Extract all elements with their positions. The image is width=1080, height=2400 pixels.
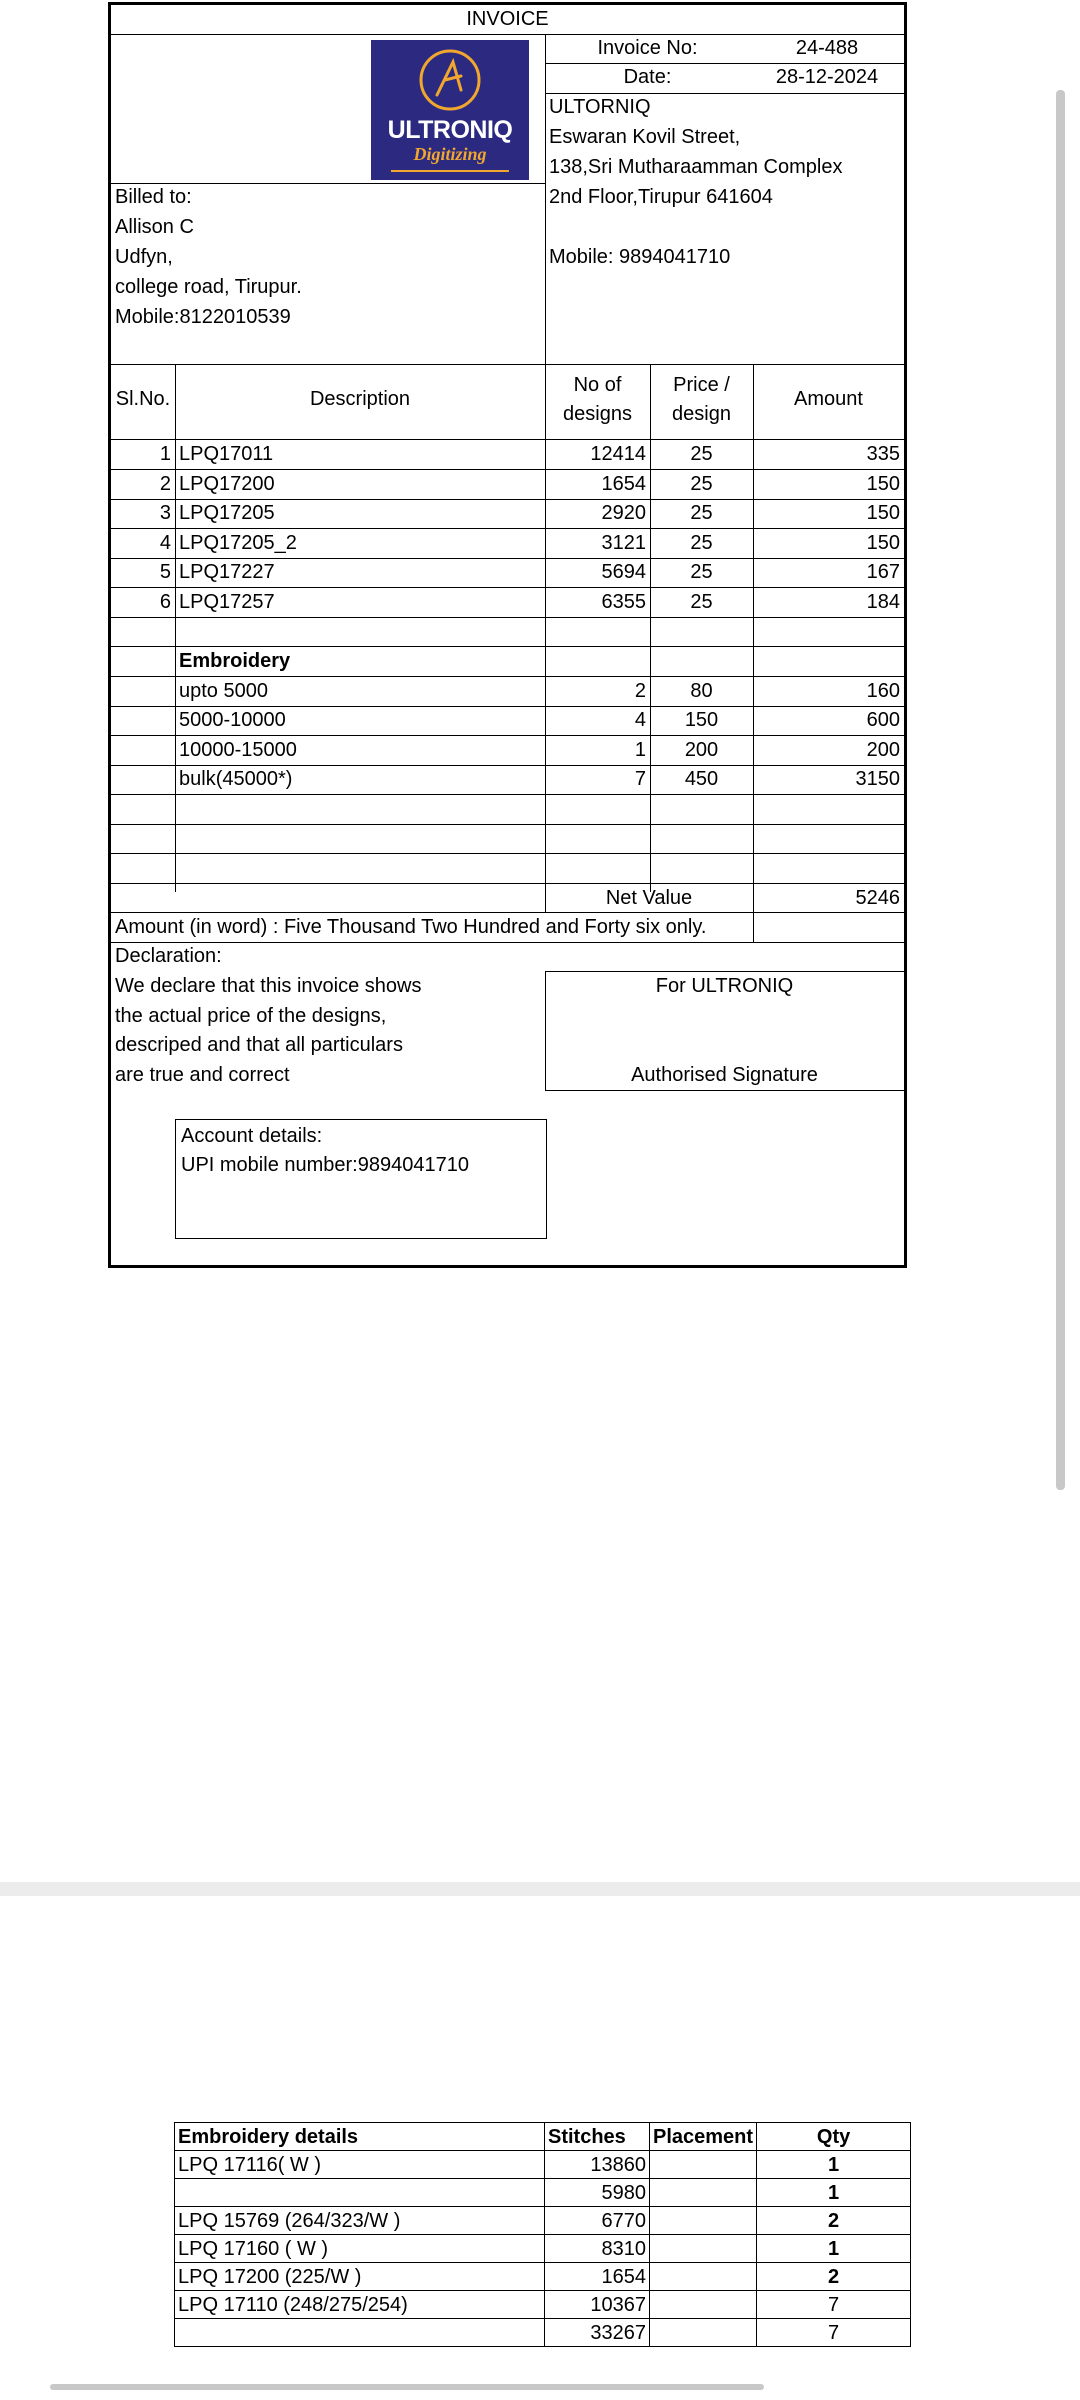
- buyer-mobile: Mobile:8122010539: [115, 306, 291, 328]
- col-no-of: No of: [573, 374, 622, 396]
- item-amount: 167: [866, 561, 900, 583]
- detail-name: LPQ 17116( W ): [175, 2151, 545, 2179]
- item-sl: 4: [159, 532, 171, 554]
- item-qty: 2920: [601, 502, 646, 524]
- item-price: 25: [690, 473, 713, 495]
- date-label: Date:: [623, 66, 672, 88]
- item-desc: LPQ17200: [179, 473, 275, 495]
- embroidery-amount: 600: [866, 709, 900, 731]
- table-total-row: [175, 2319, 911, 2347]
- embroidery-qty: 2: [634, 680, 646, 702]
- declaration-label: Declaration:: [115, 945, 222, 967]
- detail-placement: [650, 2235, 757, 2263]
- detail-name: LPQ 17110 (248/275/254): [175, 2291, 545, 2319]
- item-qty: 3121: [601, 532, 646, 554]
- item-desc: LPQ17227: [179, 561, 275, 583]
- embroidery-desc: upto 5000: [179, 680, 268, 702]
- billed-to-label: Billed to:: [115, 186, 192, 208]
- buyer-address: college road, Tirupur.: [115, 276, 302, 298]
- item-price: 25: [690, 591, 713, 613]
- detail-qty: 1: [757, 2179, 911, 2207]
- detail-qty: 2: [757, 2207, 911, 2235]
- detail-name: [175, 2179, 545, 2207]
- detail-qty: 1: [757, 2235, 911, 2263]
- detail-qty: 1: [757, 2151, 911, 2179]
- item-sl: 1: [159, 443, 171, 465]
- col-slno: Sl.No.: [115, 388, 171, 410]
- detail-name: LPQ 15769 (264/323/W ): [175, 2207, 545, 2235]
- item-sl: 5: [159, 561, 171, 583]
- detail-stitches: 13860: [545, 2151, 650, 2179]
- declaration-line-4: are true and correct: [115, 1064, 290, 1086]
- detail-name: LPQ 17160 ( W ): [175, 2235, 545, 2263]
- detail-name: LPQ 17200 (225/W ): [175, 2263, 545, 2291]
- embroidery-amount: 160: [866, 680, 900, 702]
- seller-name: ULTORNIQ: [549, 96, 651, 118]
- horizontal-scrollbar[interactable]: [50, 2384, 764, 2390]
- embroidery-heading: Embroidery: [179, 650, 291, 672]
- embroidery-amount: 3150: [855, 768, 900, 790]
- for-company: For ULTRONIQ: [655, 975, 794, 997]
- item-desc: LPQ17257: [179, 591, 275, 613]
- detail-qty: 2: [757, 2263, 911, 2291]
- detail-name: [175, 2319, 545, 2347]
- page-break: [0, 1882, 1080, 1896]
- item-qty: 1654: [601, 473, 646, 495]
- table-row: [175, 2291, 911, 2319]
- item-price: 25: [690, 443, 713, 465]
- net-value: 5246: [855, 887, 900, 909]
- item-price: 25: [690, 532, 713, 554]
- table-row: [175, 2179, 911, 2207]
- detail-placement: [650, 2319, 757, 2347]
- invoice-no-label: Invoice No:: [597, 37, 698, 59]
- detail-qty: 7: [757, 2291, 911, 2319]
- item-amount: 335: [866, 443, 900, 465]
- logo-wordmark: ULTRONIQ: [387, 116, 513, 144]
- vertical-scrollbar[interactable]: [1056, 90, 1065, 1490]
- item-desc: LPQ17205_2: [179, 532, 297, 554]
- item-desc: LPQ17011: [179, 443, 274, 465]
- item-qty: 5694: [601, 561, 646, 583]
- embroidery-details-table: [174, 2122, 911, 2347]
- embroidery-desc: 5000-10000: [179, 709, 286, 731]
- detail-placement: [650, 2207, 757, 2235]
- embroidery-desc: 10000-15000: [179, 739, 297, 761]
- embroidery-qty: 1: [634, 739, 646, 761]
- company-logo: [371, 40, 529, 180]
- header-stitches: Stitches: [545, 2123, 650, 2151]
- seller-address-2: 138,Sri Mutharaamman Complex: [549, 156, 843, 178]
- detail-qty-total: 7: [757, 2319, 911, 2347]
- embroidery-price: 200: [684, 739, 719, 761]
- item-sl: 2: [159, 473, 171, 495]
- item-amount: 150: [866, 532, 900, 554]
- net-value-label: Net Value: [605, 887, 693, 909]
- embroidery-desc: bulk(45000*): [179, 768, 293, 790]
- table-row: [175, 2235, 911, 2263]
- detail-placement: [650, 2263, 757, 2291]
- table-row: [175, 2207, 911, 2235]
- header-qty: Qty: [757, 2123, 911, 2151]
- item-sl: 6: [159, 591, 171, 613]
- authorised-signature: Authorised Signature: [631, 1064, 818, 1086]
- item-amount: 150: [866, 473, 900, 495]
- invoice-sheet: [108, 2, 907, 1268]
- declaration-line-1: We declare that this invoice shows: [115, 975, 422, 997]
- detail-placement: [650, 2179, 757, 2207]
- seller-mobile: Mobile: 9894041710: [549, 246, 731, 268]
- table-header-row: [175, 2123, 911, 2151]
- col-designs: designs: [563, 403, 632, 425]
- detail-placement: [650, 2151, 757, 2179]
- item-qty: 12414: [590, 443, 646, 465]
- invoice-no-value: 24-488: [795, 37, 859, 59]
- item-desc: LPQ17205: [179, 502, 275, 524]
- col-per-design: design: [672, 403, 731, 425]
- detail-stitches-total: 33267: [545, 2319, 650, 2347]
- item-price: 25: [690, 502, 713, 524]
- table-row: [175, 2263, 911, 2291]
- detail-stitches: 5980: [545, 2179, 650, 2207]
- buyer-company: Udfyn,: [115, 246, 173, 268]
- item-qty: 6355: [601, 591, 646, 613]
- embroidery-qty: 4: [634, 709, 646, 731]
- detail-stitches: 10367: [545, 2291, 650, 2319]
- amount-in-words: Amount (in word) : Five Thousand Two Hundred and Forty six only.: [115, 916, 707, 938]
- account-upi: UPI mobile number:9894041710: [181, 1154, 469, 1176]
- item-amount: 150: [866, 502, 900, 524]
- embroidery-amount: 200: [866, 739, 900, 761]
- seller-address-3: 2nd Floor,Tirupur 641604: [549, 186, 773, 208]
- declaration-line-2: the actual price of the designs,: [115, 1005, 387, 1027]
- detail-stitches: 6770: [545, 2207, 650, 2235]
- header-embroidery-details: Embroidery details: [175, 2123, 545, 2151]
- date-value: 28-12-2024: [775, 66, 879, 88]
- col-price: Price /: [673, 374, 730, 396]
- col-amount: Amount: [794, 388, 863, 410]
- declaration-line-3: descriped and that all particulars: [115, 1034, 403, 1056]
- embroidery-price: 80: [690, 680, 713, 702]
- detail-stitches: 8310: [545, 2235, 650, 2263]
- buyer-name: Allison C: [115, 216, 194, 238]
- embroidery-price: 450: [684, 768, 719, 790]
- invoice-title: INVOICE: [466, 8, 549, 30]
- account-details-label: Account details:: [181, 1125, 323, 1147]
- embroidery-price: 150: [684, 709, 719, 731]
- detail-placement: [650, 2291, 757, 2319]
- item-amount: 184: [866, 591, 900, 613]
- embroidery-details-page: [0, 1896, 1080, 2400]
- header-placement: Placement: [650, 2123, 757, 2151]
- logo-tagline: Digitizing: [413, 144, 487, 164]
- embroidery-qty: 7: [634, 768, 646, 790]
- item-sl: 3: [159, 502, 171, 524]
- detail-stitches: 1654: [545, 2263, 650, 2291]
- item-price: 25: [690, 561, 713, 583]
- table-row: [175, 2151, 911, 2179]
- col-description: Description: [309, 388, 411, 410]
- seller-address-1: Eswaran Kovil Street,: [549, 126, 741, 148]
